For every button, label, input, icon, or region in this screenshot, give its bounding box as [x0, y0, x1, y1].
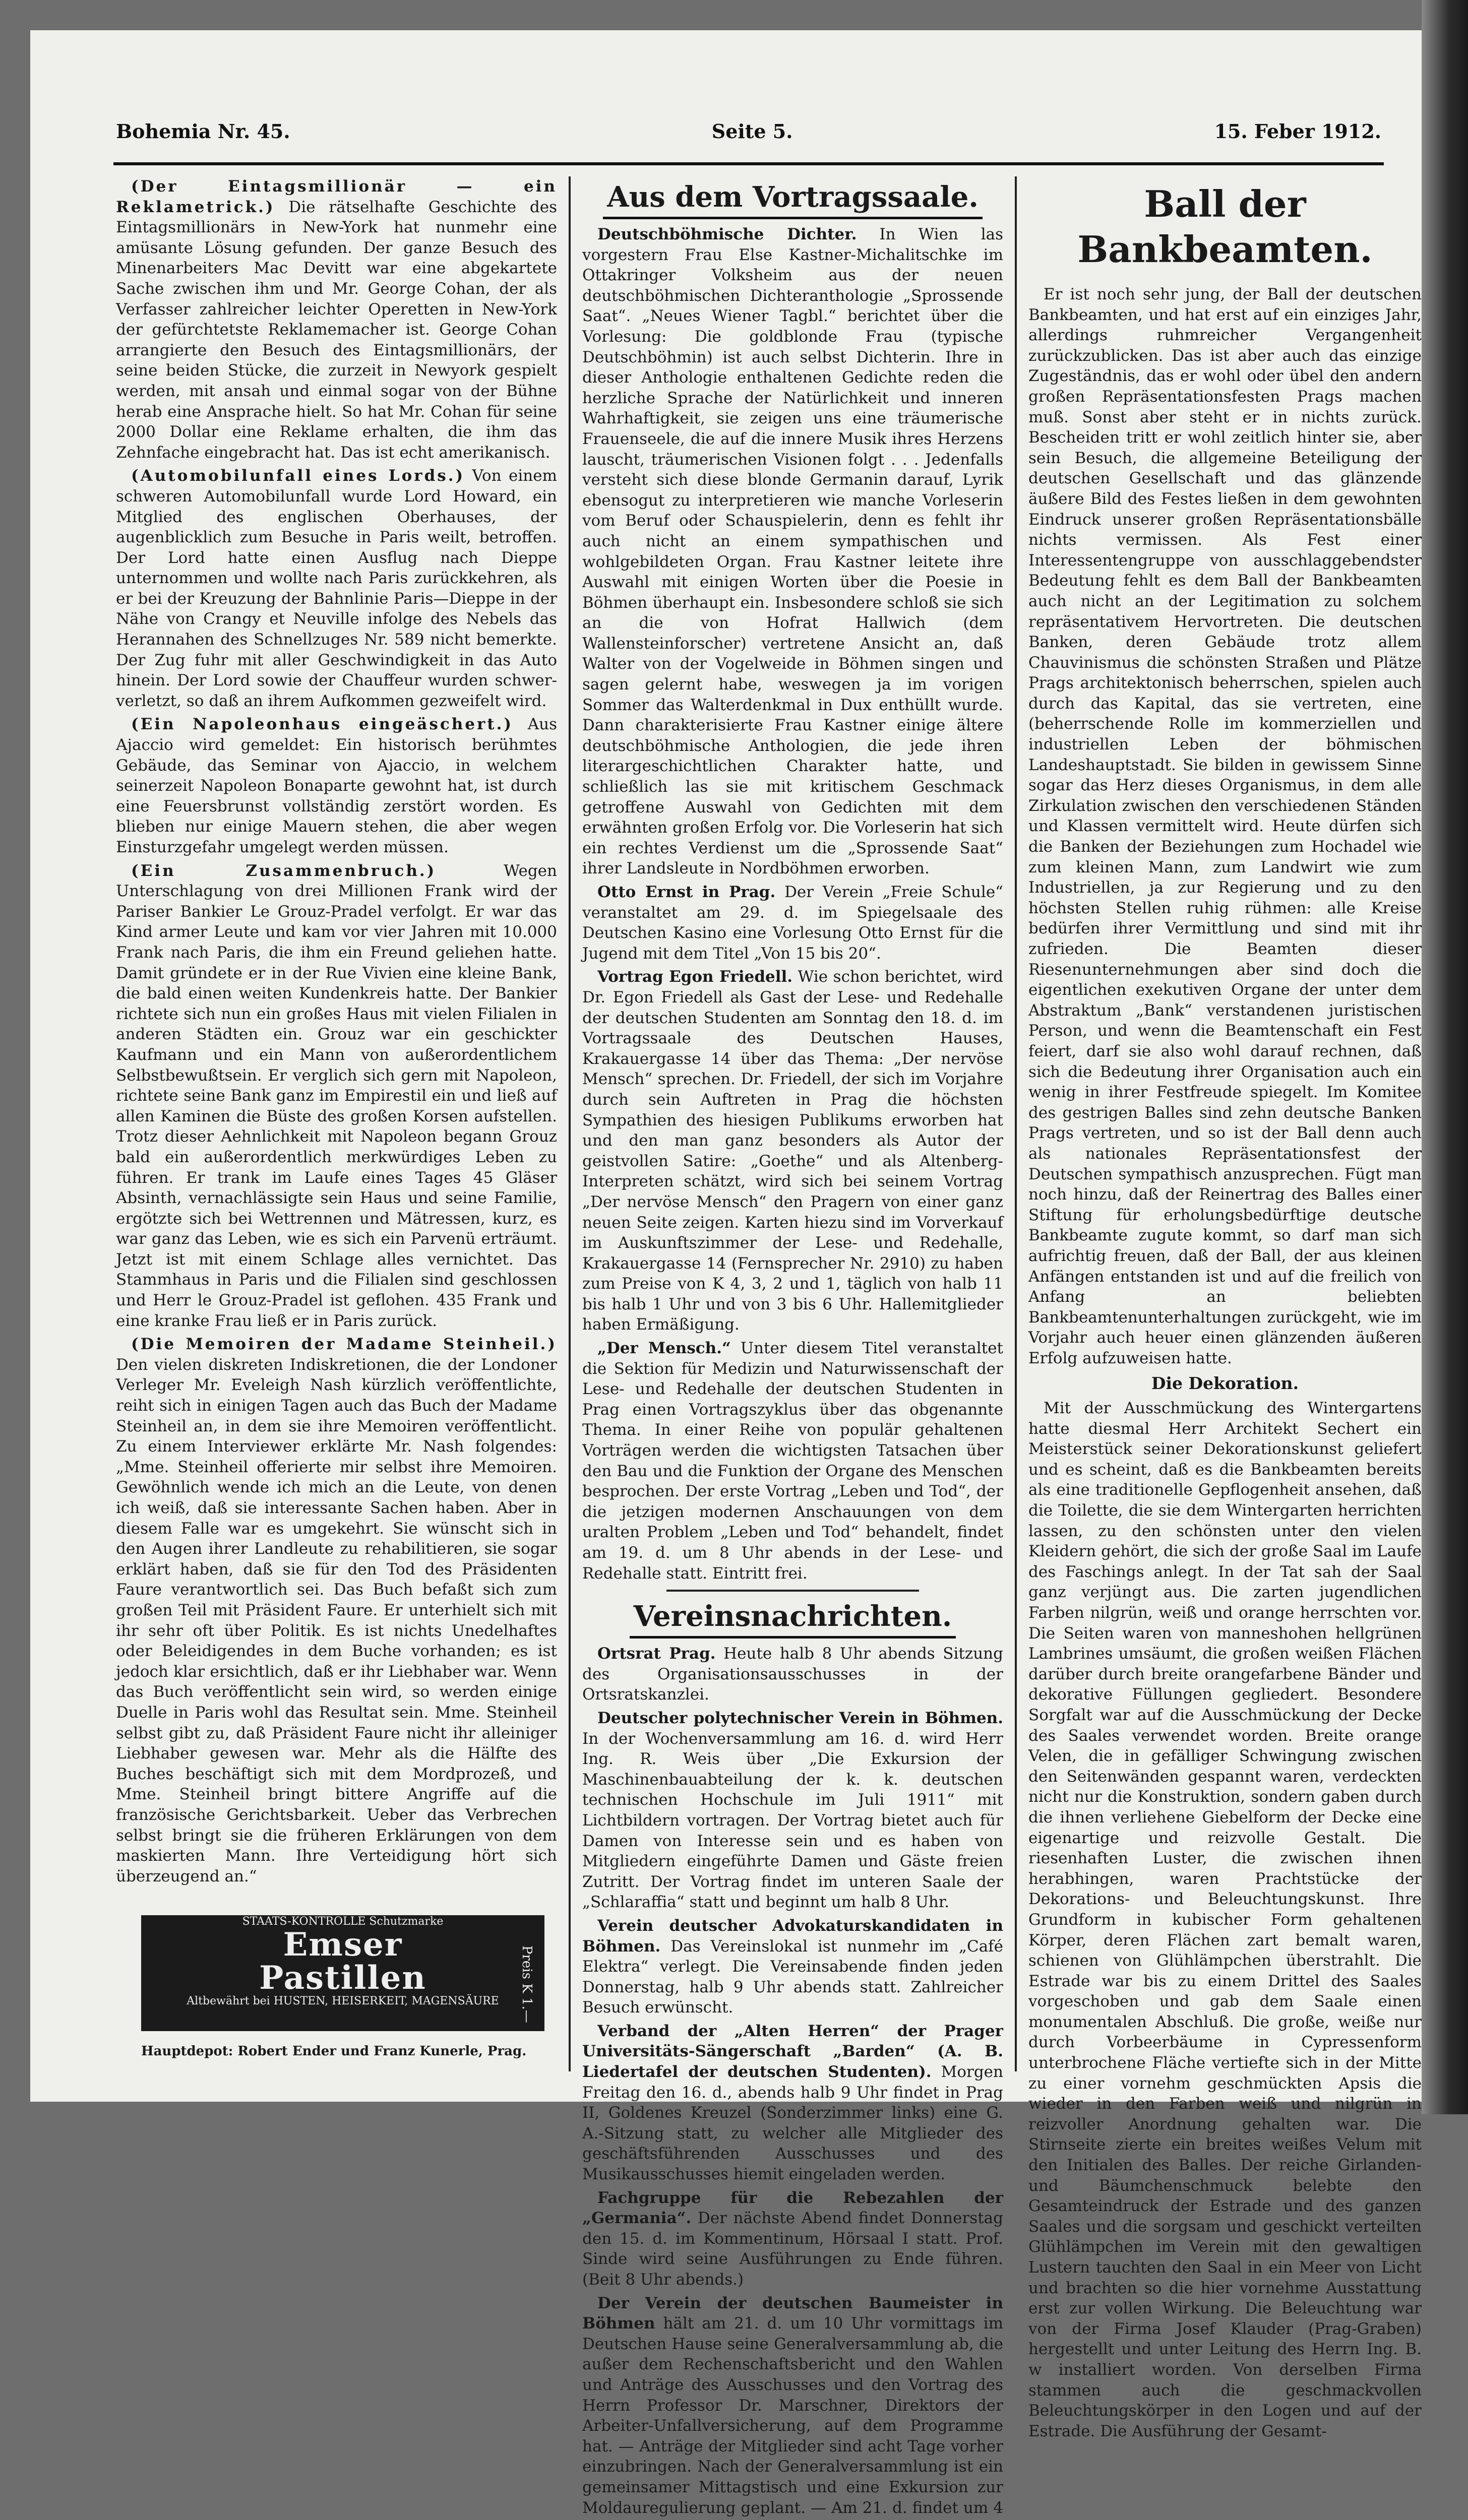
- article-lead: (Die Memoiren der Madame Steinheil.): [131, 1335, 557, 1354]
- article-body: hält am 21. d. um 10 Uhr vormittags im Deutschen Hause seine Generalversammlung ab, die außer dem Rechenschaftsbericht und den Wahlen und Anträge des Ausschusses und den Vortrag des Herrn Professor Dr. Marschner, Direktors der Arbeiter-Unfallversicherung, auf dem Programme hat. — Anträge der Mitglieder sind acht Tage vorher einzubringen. Nach der Generalversammlung ist ein gemeinsamer Mittagstisch und eine Exkursion zur Moldauregulierung geplant. — Am 21. d. findet um 4: [582, 2314, 1003, 2517]
- section-title-text: Aus dem Vortragssaale.: [603, 179, 983, 219]
- article-lead: Deutscher polytechnischer Verein in Böhmen.: [597, 1709, 1003, 1727]
- article: [582, 2021, 1003, 2185]
- section-title: [582, 179, 1003, 219]
- article: [116, 714, 557, 857]
- article-body: Die rätselhafte Geschichte des Eintagsmillionärs in New-York hat nunmehr eine amüsante Lösung gefunden. Der ganze Besuch des Minenarbeiters Mac Devitt war eine abgekartete Sache zwischen ihm und Mr. George Cohan, der als Verfasser zahlreicher leichter Operetten in New-York der gefürchtetste Reklamemacher ist. George Cohan arrangierte den Besuch des Eintagsmillionärs, der seine beiden Stücke, die zurzeit in Newyork gespielt werden, mit ansah und einmal sogar von der Bühne herab eine Ansprache hielt. So hat Mr. Cohan für seine 2000 Dollar eine Reklame erhalten, die ihm das Zehnfache eingebracht hat. Das ist echt amerikanisch.: [116, 198, 557, 462]
- article-body: Morgen Freitag den 16. d., abends halb 9 Uhr findet in Prag II, Goldenes Kreuzel (Sonderzimmer links) eine G. A.-Sitzung statt, zu welcher alle Mitglieder des geschäftsführenden Ausschusses und des Musikausschusses hiemit eingeladen werden.: [582, 2063, 1003, 2184]
- article-lead: Vortrag Egon Friedell.: [597, 968, 793, 986]
- section-title-text: Vereinsnachrichten.: [630, 1599, 956, 1639]
- article: [582, 882, 1003, 964]
- ad-stamp: STAATS-KONTROLLE Schutzmarke: [242, 1915, 444, 1928]
- subheading: Die Dekoration.: [1151, 1373, 1299, 1394]
- article-lead: Verband der „Alten Herren“ der Prager Universitäts-Sängerschaft „Barden“ (A. B. Liedertafel der deutschen Studenten).: [582, 2022, 1003, 2082]
- article-body: Der nächste Abend findet Donnerstag den 15. d. im Kommentinum, Hörsaal I statt. Prof. Sinde wird seine Ausführungen zu Ende führen. (Beit 8 Uhr abends.): [582, 2209, 1004, 2289]
- header-right: 15. Feber 1912.: [1214, 119, 1381, 143]
- header-center: Seite 5.: [711, 119, 793, 143]
- article-body: Der Verein „Freie Schule“ veranstaltet am 29. d. im Spiegelsaale des Deutschen Kasino eine Vorlesung Otto Ernst für die Jugend mit dem Titel „Von 15 bis 20“.: [582, 883, 1004, 963]
- newspaper-page: [30, 30, 1422, 2517]
- article: [116, 466, 557, 711]
- article-body: Unter diesem Titel veranstaltet die Sektion für Medizin und Naturwissenschaft der Lese- und Redehalle der deutschen Studenten in Prag einen Vortragszyklus über das obgenannte Thema. In einer Reihe von populär gehaltenen Vorträgen werden die wichtigsten Tatsachen über den Bau und die Funktion der Organe des Menschen besprochen. Der erste Vortrag „Leben und Tod“, der die jetzigen modernen Anschauungen von dem uralten Problem „Leben und Tod“ behandelt, findet am 19. d. um 8 Uhr abends in der Lese- und Redehalle statt. Eintritt frei.: [582, 1339, 1003, 1583]
- article-lead: (Ein Zusammenbruch.): [131, 861, 437, 880]
- article: [116, 176, 557, 463]
- article-body: Das Vereinslokal ist nunmehr im „Café Elektra“ verlegt. Die Vereinsabende finden jeden Donnerstag, halb 9 Uhr abends statt. Zahlreicher Besuch erwünscht.: [582, 1937, 1003, 2017]
- header-rule: [113, 162, 1384, 165]
- ad-tagline: Altbewährt bei HUSTEN, HEISERKEIT, MAGENSÄURE: [187, 1995, 499, 2007]
- article-lead: (Automobilunfall eines Lords.): [131, 467, 465, 485]
- article-lead: Verein deutscher Advokaturskandidaten in Böhmen.: [582, 1916, 1003, 1956]
- article: [582, 2293, 1003, 2520]
- page-header: [116, 106, 1381, 156]
- paragraph: Mit der Ausschmückung des Wintergartens hatte diesmal Herr Architekt Sechert ein Meisterstück seiner Dekorationskunst geliefert und es scheint, daß es die Bankbeamten bereits als eine traditionelle Gepflogenheit ansehen, daß die Toilette, die sie dem Wintergarten herrichten lassen, zu den schönsten unter den vielen Kleidern gehört, die sich der große Saal im Laufe des Faschings anlegt. In der Tat sah der Saal ganz verjüngt aus. Die zarten jugendlichen Farben nilgrün, weiß und orange herrschten vor. Die Seiten waren von manneshohen hellgrünen Lambrines umsäumt, die großen weißen Flächen darüber durch breite orangefarbene Bänder und dekorative Füllungen gegliedert. Besondere Sorgfalt war auf die Ausschmückung der Decke des Saales verwendet worden. Breite orange Velen, die in gefälliger Schwingung zwischen den Seitenwänden gespannt waren, verdeckten nicht nur die Konstruktion, sondern gaben durch die ihnen verliehene Giebelform der Decke eine eigenartige und reizvolle Gestalt. Die riesenhaften Luster, die zwischen ihnen herabhingen, waren Prachtstücke der Dekorations- und Beleuchtungskunst. Ihre Grundform in kubischer Form gehaltenen Körper, deren Flächen zart bemalt waren, schienen von Glühlämpchen überstrahlt. Die Estrade war bis zu einem Drittel des Saales vorgeschoben und gab dem Saale einen monumentalen Abschluß. Die große, weiße nur durch Vorbeerbäume in Cypressenform unterbrochene Fläche vertiefte sich in der Mitte zu einer vornehm geschmückten Apsis die wieder in den Farben weiß und nilgrün in reizvoller Anordnung gehalten war. Die Stirnseite zierte ein breites weißes Velum mit den Initialen des Balles. Der reiche Girlanden- und Bäumchenschmuck belebte den Gesamteindruck der Estrade und des ganzen Saales und die sorgsam und geschickt verteilten Glühlämpchen im Verein mit den gewaltigen Lustern tauchten den Saal in ein Meer von Licht und brachten so die hier vornehme Ausstattung erst zur vollen Wirkung. Die Beleuchtung war von der Firma Josef Klauder (Prag-Graben) hergestellt und unter Leitung des Herrn Ing. B. w installiert worden. Von derselben Firma stammen auch die geschmackvollen Beleuchtungskörper in den Logen und auf der Estrade. Die Ausführung der Gesamt-: [1028, 1399, 1422, 2440]
- article-body: Von einem schweren Automobilunfall wurde Lord Howard, ein Mitglied des englischen Oberhauses, der augenblicklich zum Besuche in Paris weilt, betroffen. Der Lord hatte einen Ausflug nach Dieppe unternommen und wollte nach Paris zurückkehren, als er bei der Kreuzung der Bahnlinie Paris—Dieppe in der Nähe von Crangy et Neuville infolge des Nebels das Herannahen des Schnellzuges Nr. 589 nicht bemerkte. Der Zug fuhr mit aller Geschwindigkeit in das Auto hinein. Der Lord sowie der Chauffeur wurden schwer-verletzt, so daß an ihrem Aufkommen gezweifelt wird.: [116, 467, 557, 710]
- column-divider: [1015, 176, 1017, 2071]
- column-middle: [582, 176, 1004, 2517]
- article-lead: Otto Ernst in Prag.: [597, 883, 776, 901]
- article: [116, 861, 557, 1332]
- article-lead: Der Verein der deutschen Baumeister in Böhmen: [582, 2294, 1003, 2333]
- advertisement: [141, 1915, 544, 2031]
- ad-brand-line1: Emser: [283, 1926, 403, 1964]
- scan-edge: [1422, 0, 1468, 2114]
- article-lead: Ortsrat Prag.: [597, 1645, 716, 1663]
- ad-price: Preis K 1.—: [519, 1945, 534, 2023]
- article: [582, 967, 1003, 1335]
- article: [582, 1338, 1003, 1584]
- article: [582, 1708, 1003, 1913]
- header-left: Bohemia Nr. 45.: [116, 119, 290, 143]
- column-divider: [569, 176, 571, 2071]
- article-lead: (Ein Napoleonhaus eingeäschert.): [131, 715, 514, 734]
- ad-brand-line2: Pastillen: [259, 1959, 426, 1997]
- article-lead: Deutschböhmische Dichter.: [597, 225, 857, 243]
- article: [582, 1916, 1003, 2018]
- article: [582, 2188, 1003, 2290]
- article-body: Wegen Unterschlagung von drei Millionen Frank wird der Pariser Bankier Le Grouz-Pradel verfolgt. Er war das Kind armer Leute und kam vor vier Jahren mit 10.000 Frank nach Paris, die ihm ein Freund geliehen hatte. Damit gründete er in der Rue Vivien eine kleine Bank, die bald einen weiten Kundenkreis hatte. Der Bankier richtete sich nun ein großes Haus mit vielen Filialen in anderen Städten ein. Grouz war ein geschickter Kaufmann und ein Mann von außerordentlichem Selbstbewußtsein. Er verglich sich gern mit Napoleon, richtete seine Bank ganz im Empirestil ein und ließ auf allen Kaminen die Büste des großen Korsen aufstellen. Trotz dieser Aehnlichkeit mit Napoleon begann Grouz bald ein außerordentlich merkwürdiges Leben zu führen. Er trank im Laufe eines Tages 45 Gläser Absinth, vernachlässigte sein Haus und seine Familie, ergötzte sich bei Wettrennen und Mätressen, kurz, es war ganz das Leben, wie es sich ein Parvenü erträumt. Jetzt ist mit einem Schlage alles vernichtet. Das Stammhaus in Paris und die Filialen sind geschlossen und Herr le Grouz-Pradel ist geflohen. 435 Frank und eine kranke Frau ließ er in Paris zurück.: [116, 861, 557, 1330]
- article-lead: „Der Mensch.“: [597, 1339, 731, 1358]
- column-right: [1028, 176, 1422, 2440]
- paragraph: Er ist noch sehr jung, der Ball der deutschen Bankbeamten, und hat erst auf ein einziges Jahr, allerdings ruhmreicher Vergangenheit zurückzublicken. Das ist aber auch das einzige Zugeständnis, das er wohl oder übel den andern großen Repräsentationsfesten Prags machen muß. Sonst aber steht er in nichts zurück. Bescheiden tritt er wohl zeitlich hinter sie, aber sein Besuch, die allgemeine Beteiligung der deutschen Gesellschaft und das glänzende äußere Bild des Festes ließen in dem gewohnten Eindruck unserer großen Repräsentationsbälle nichts vermissen. Als Fest einer Interessentengruppe von ausschlaggebendster Bedeutung fehlt es dem Ball der Bankbeamten auch nicht an der Legitimation zu solchem repräsentativem Hervortreten. Die deutschen Banken, deren Gebäude trotz allem Chauvinismus die schönsten Straßen und Plätze Prags architektonisch beherrschen, spielen auch durch das Kapital, das sie vertreten, eine (beherrschende Rolle im kommerziellen und industriellen Leben der böhmischen Landeshauptstadt. Sie bilden in gewissem Sinne sogar das Herz dieses Organismus, in dem alle Zirkulation zwischen den verschiedenen Ständen und Klassen vermittelt wird. Heute dürfen sich die Banken der Beziehungen zum Hochadel wie zum kleinen Mann, zum Landwirt wie zum Industriellen, ja zur Regierung und zu den höchsten Stellen ruhig rühmen: alle Kreise bedürfen ihrer Vermittlung und sind mit ihr zufrieden. Die Beamten dieser Riesenunternehmungen aber sind doch die eigentlichen exekutiven Organe der unter dem Abstraktum „Bank“ verstandenen juristischen Person, und wenn die Beamtenschaft ein Fest feiert, darf sie also wohl darauf rechnen, daß sich die Bedeutung ihrer Organisation auch ein wenig in ihrer Festfreude spiegelt. Im Komitee des gestrigen Balles sind zehn deutsche Banken Prags vertreten, und so ist der Ball denn auch als nationales Repräsentationsfest der Deutschen sympathisch anzusprechen. Fügt man noch hinzu, daß der Reinertrag des Balles einer Stiftung für erholungsbedürftige deutsche Bankbeamte zugute kommt, so darf man sich aufrichtig freuen, daß der Ball, der aus kleinen Anfängen entstanden ist und auf die freilich von Anfang an beliebten Bankbeamtenunterhaltungen zurückgeht, wie im Vorjahr auch heuer einen glänzenden äußeren Erfolg aufzuweisen hatte.: [1028, 285, 1422, 1367]
- ad-depot-line: Hauptdepot: Robert Ender und Franz Kunerle, Prag.: [141, 2044, 527, 2059]
- article-body: Aus Ajaccio wird gemeldet: Ein historisch berühmtes Gebäude, das Seminar von Ajaccio, in welchem seinerzeit Napoleon Bonaparte gewohnt hat, ist durch eine Feuersbrunst vollständig zerstört worden. Es blieben nur einige Mauern stehen, die aber wegen Einsturzgefahr umgelegt werden müssen.: [116, 715, 557, 856]
- article-body: Heute halb 8 Uhr abends Sitzung des Organisationsausschusses in der Ortsratskanzlei.: [582, 1645, 1003, 1704]
- column-left: [116, 176, 557, 2071]
- article-lead: (Der Eintagsmillionär — ein Reklametrick.): [116, 177, 557, 216]
- article-body: Den vielen diskreten Indiskretionen, die der Londoner Verleger Mr. Eveleigh Nash kürzlich veröffentlichte, reiht sich in einigen Tagen auch das Buch der Madame Steinheil an, in dem sie ihre Memoiren veröffentlicht. Zu einem Interviewer erklärte Mr. Nash folgendes: „Mme. Steinheil offerierte mir selbst ihre Memoiren. Gewöhnlich wende ich mich an die Leute, von denen ich weiß, daß sie interessante Sachen haben. Aber in diesem Falle war es umgekehrt. Sie wünscht sich in den Augen ihrer Landleute zu rehabilitieren, sie sogar erklärt haben, daß sie für den Tod des Präsidenten Faure verantwortlich sei. Das Buch befaßt sich zum großen Teil mit Präsident Faure. Er unterhielt sich mit ihr sehr oft über Politik. Es ist nichts Unedelhaftes oder Beleidigendes in dem Buche vorhanden; es ist jedoch klar ersichtlich, daß er ihr Liebhaber war. Wenn das Buch veröffentlicht sein wird, so werden einige Duelle in Paris wohl das Resultat sein. Mme. Steinheil selbst gibt zu, daß Präsident Faure nicht ihr alleiniger Liebhaber gewesen war. Mehr als die Hälfte des Buches beschäftigt sich mit dem Mordprozeß, und Mme. Steinheil bringt bittere Angriffe auf die französische Gerichtsbarkeit. Ueber das Verbrechen selbst bringt sie die früheren Erklärungen von dem maskierten Mann. Ihre Verteidigung hört sich überzeugend an.“: [116, 1355, 557, 1885]
- article-body: In der Wochenversammlung am 16. d. wird Herr Ing. R. Weis über „Die Exkursion der Maschinenbauabteilung der k. k. deutschen technischen Hochschule im Juli 1911“ mit Lichtbildern vortragen. Der Vortrag bietet auch für Damen von Interesse sein und es haben von Mitgliedern eingeführte Damen und Gäste freien Zutritt. Der Vortrag findet im unteren Saale der „Schlaraffia“ statt und beginnt um halb 8 Uhr.: [582, 1729, 1003, 1912]
- article-lead: Fachgruppe für die Rebezahlen der „Germania“.: [582, 2188, 1003, 2228]
- article-body: Wie schon berichtet, wird Dr. Egon Friedell als Gast der Lese- und Redehalle der deutschen Studenten am Sonntag den 18. d. im Vortragssaale des Deutschen Hauses, Krakauergasse 14 über das Thema: „Der nervöse Mensch“ sprechen. Dr. Friedell, der sich im Vorjahre durch sein Auftreten in Prag die höchsten Sympathien des hiesigen Publikums erworben hat und den man ganz besonders als Autor der geistvollen Satire: „Goethe“ und als Altenberg-Interpreten schätzt, wird sich bei seinem Vortrag „Der nervöse Mensch“ den Pragern von einer ganz neuen Seite zeigen. Karten hiezu sind im Vorverkauf im Auskunftszimmer der Lese- und Redehalle, Krakauergasse 14 (Fernsprecher Nr. 2910) zu haben zum Preise von K 4, 3, 2 und 1, täglich von halb 11 bis halb 1 Uhr und von 3 bis 6 Uhr. Hallemitglieder haben Ermäßigung.: [582, 968, 1003, 1334]
- article-body: In Wien las vorgestern Frau Else Kastner-Michalitschke im Ottakringer Volksheim aus der neuen deutschböhmischen Dichteranthologie „Sprossende Saat“. „Neues Wiener Tagbl.“ berichtet über die Vorlesung: Die goldblonde Frau (typische Deutschböhmin) ist auch selbst Dichterin. Ihre in dieser Anthologie enthaltenen Gedichte reden die herzliche Sprache der Natürlichkeit und inneren Wahrhaftigkeit, sie zeigen uns eine träumerische Frauenseele, die auf die innere Musik ihres Herzens lauscht, träumerischen Visionen folgt . . . Jedenfalls versteht sich diese blonde Germanin darauf, Lyrik ebensogut zu interpretieren wie manche Vorleserin vom Beruf oder Schauspielerin, denn es fehlt ihr auch nicht an einem sympathischen und wohlgebildeten Organ. Frau Kastner leitete ihre Auswahl mit einigen Worten über die Poesie in Böhmen überhaupt ein. Insbesondere schloß sie sich an die von Hofrat Hallwich (dem Wallensteinforscher) vertretene Ansicht an, daß Walter von der Vogelweide in Böhmen singen und sagen gelernt habe, weswegen ja im vorigen Sommer das Walterdenkmal in Dux enthüllt wurde. Dann charakterisierte Frau Kastner einige ältere deutschböhmische Anthologien, die jede ihren literargeschichtlichen Charakter hatte, und schließlich las sie mit kritischem Geschmack getroffene Auswahl von Gedichten mit dem erwähnten großen Erfolg vor. Die Vorleserin hat sich ein rechtes Verdienst um die „Sprossende Saat“ ihrer Landsleute in Nordböhmen erworben.: [582, 225, 1004, 878]
- article: [582, 224, 1003, 879]
- article: [582, 1644, 1003, 1705]
- article: [116, 1334, 557, 1886]
- section-title: [582, 1599, 1003, 1639]
- feature-title: Ball der Bankbeamten.: [1077, 182, 1373, 271]
- divider: [666, 1590, 919, 1592]
